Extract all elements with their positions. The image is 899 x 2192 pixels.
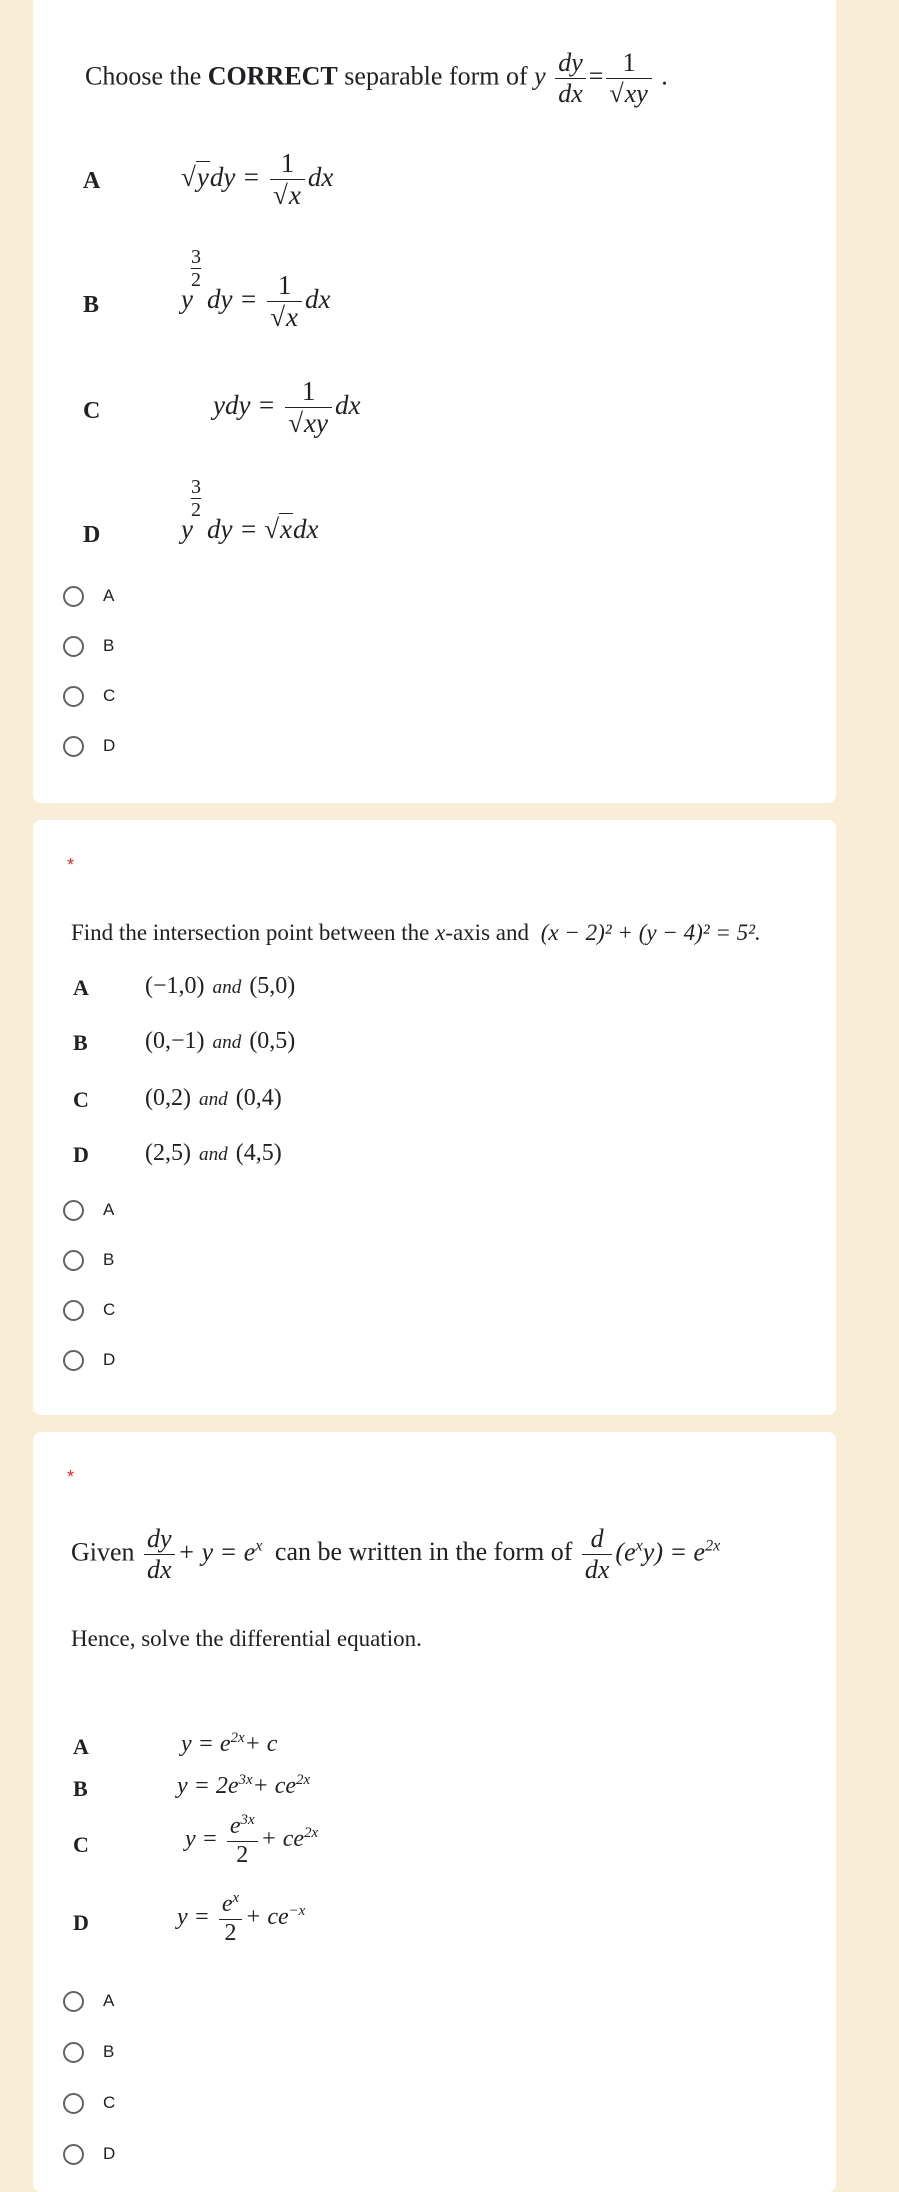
form-inner-exponent: x (635, 1537, 643, 1555)
option-a-text: y = e (181, 1731, 231, 1757)
form-inner-end: y) = e (642, 1537, 706, 1567)
option-letter-d: D (73, 1142, 89, 1167)
question-card-1 (33, 0, 836, 803)
option-b-text: dy = (206, 283, 258, 314)
question-text-mid: can be written in the form of (274, 1537, 573, 1567)
point-2: (4,5) (235, 1140, 282, 1166)
required-asterisk: * (67, 855, 75, 875)
question-text: Given (71, 1537, 135, 1567)
question-line-2: Hence, solve the differential equation. (71, 1626, 422, 1651)
option-letter-a: A (73, 975, 89, 1000)
choice-a[interactable] (63, 579, 114, 613)
fraction-numerator: 1 (285, 376, 332, 408)
radio-button[interactable] (63, 2042, 84, 2063)
equation-lhs: y (534, 61, 546, 91)
fraction-denominator: xy (624, 78, 648, 108)
option-letter-d: D (83, 522, 101, 548)
radio-button[interactable] (63, 736, 84, 757)
form-fraction (582, 1524, 613, 1585)
radio-button[interactable] (63, 1350, 84, 1371)
option-a-tail: + c (244, 1731, 278, 1757)
question-title (71, 1524, 720, 1585)
option-d-tail: + ce (245, 1904, 289, 1931)
option-letter-c: C (73, 1087, 89, 1112)
choice-b[interactable] (63, 629, 114, 663)
option-c-fraction (227, 1812, 258, 1869)
option-b-exp: 3x (238, 1772, 253, 1788)
exponent-denominator: 2 (191, 499, 201, 521)
choice-label[interactable]: B (103, 1250, 115, 1269)
radio-button[interactable] (63, 1991, 84, 2012)
question-equation: (x − 2)² + (y − 4)² = 5². (540, 920, 761, 945)
fraction-denominator: x (288, 180, 301, 211)
option-d-math (177, 1890, 305, 1947)
option-d-exp2: −x (288, 1903, 306, 1920)
option-a-math (181, 1730, 277, 1758)
option-letter-b: B (83, 292, 100, 318)
equals-sign: = (588, 61, 604, 91)
question-card-3 (33, 1432, 836, 2192)
radio-button[interactable] (63, 2093, 84, 2114)
option-c-tail: dx (334, 389, 361, 420)
base-variable: y (181, 283, 193, 314)
option-c-fraction: $\frac{1}{√xy}$ (285, 376, 332, 439)
exponent-numerator: 3 (191, 476, 201, 498)
option-b-tail: dx (305, 283, 331, 314)
fraction-numerator: d (582, 1524, 613, 1555)
option-b-math (145, 1028, 295, 1055)
radio-button[interactable] (63, 586, 84, 607)
fraction-numerator: e (229, 1813, 241, 1839)
prompt-fraction (144, 1524, 175, 1585)
choice-b[interactable] (63, 1243, 114, 1277)
point-2: (5,0) (249, 973, 296, 999)
question-text: Find the intersection point between the (71, 920, 430, 945)
option-d-fraction (219, 1890, 242, 1947)
option-d-math: y $\frac{3}{2}$ dy = √xdx (181, 476, 319, 544)
form-inner: (e (615, 1537, 636, 1567)
fraction-numerator: e (221, 1891, 233, 1917)
option-a-exp: 2x (230, 1730, 245, 1746)
and-text: and (198, 1144, 228, 1165)
numerator-exp: x (232, 1890, 240, 1906)
option-letter-c: C (73, 1832, 89, 1857)
radio-button[interactable] (63, 1300, 84, 1321)
option-c-math (145, 1085, 282, 1112)
required-asterisk: * (67, 1467, 75, 1487)
question-period: . (661, 61, 668, 91)
radio-button[interactable] (63, 636, 84, 657)
fraction-numerator: 1 (267, 270, 302, 302)
option-a-math (145, 973, 295, 1000)
option-b-math (181, 245, 331, 333)
option-c-exp2: 2x (304, 1825, 319, 1842)
question-text-rest: separable form of (344, 61, 528, 91)
radicand: y (196, 161, 209, 192)
option-d-math (145, 1140, 282, 1167)
question-text-rest: -axis and (445, 920, 529, 945)
radio-button[interactable] (63, 2144, 84, 2165)
choice-label[interactable]: C (103, 686, 116, 705)
point-1: (2,5) (145, 1140, 191, 1166)
choice-label[interactable]: D (103, 2144, 116, 2163)
option-letter-a: A (73, 1734, 89, 1759)
choice-label[interactable]: A (103, 1991, 115, 2010)
choice-label[interactable]: B (103, 636, 115, 655)
base-variable: y (181, 514, 193, 544)
choice-d[interactable] (63, 2137, 115, 2171)
choice-label[interactable]: A (103, 586, 115, 605)
form-exponent: 2x (705, 1537, 721, 1555)
point-1: (−1,0) (145, 973, 205, 999)
option-c-math (185, 1812, 318, 1869)
option-letter-b: B (73, 1776, 88, 1801)
choice-c[interactable] (63, 2086, 115, 2120)
fraction-numerator: 1 (270, 148, 305, 180)
option-b-math (177, 1772, 310, 1800)
question-title (71, 920, 761, 946)
option-letter-a: A (83, 168, 101, 194)
fraction-numerator: dy (144, 1524, 175, 1555)
choice-label[interactable]: D (103, 736, 116, 755)
choice-label[interactable]: C (103, 2093, 116, 2112)
question-variable: x (435, 920, 446, 945)
and-text: and (212, 1032, 242, 1053)
exponent-numerator: 3 (191, 245, 201, 268)
option-a-text: dy = (209, 161, 261, 192)
exponent-denominator: 2 (191, 268, 201, 291)
choice-label[interactable]: B (103, 2042, 115, 2061)
prompt-equation: + y = e (177, 1537, 256, 1567)
radio-button[interactable] (63, 686, 84, 707)
prompt-exponent: x (255, 1537, 263, 1555)
option-c-text: ydy = (213, 389, 276, 420)
option-c-math (213, 376, 360, 439)
point-1: (0,−1) (145, 1028, 205, 1054)
option-letter-c: C (83, 398, 101, 424)
choice-d[interactable] (63, 1343, 115, 1377)
option-a-math: √ydy = $\frac{1}{√x}$ dx (181, 148, 334, 211)
choice-label[interactable]: D (103, 1350, 116, 1369)
fraction-denominator: dx (558, 78, 583, 108)
fraction-denominator: xy (304, 408, 328, 439)
option-c-text: y = (185, 1826, 218, 1853)
point-1: (0,2) (145, 1085, 191, 1111)
choice-label[interactable]: A (103, 1200, 115, 1219)
option-b-tail: + ce (252, 1773, 297, 1799)
fraction-denominator: dx (584, 1554, 610, 1584)
option-b-text: y = 2e (177, 1773, 239, 1799)
radio-button[interactable] (63, 1250, 84, 1271)
point-2: (0,4) (235, 1085, 282, 1111)
choice-a[interactable] (63, 1984, 114, 2018)
radio-button[interactable] (63, 1200, 84, 1221)
question-bold-text: CORRECT (207, 61, 338, 91)
fraction-denominator: dx (147, 1554, 172, 1584)
choice-b[interactable] (63, 2035, 114, 2069)
equation-fraction (555, 48, 586, 109)
option-d-text: dy = (206, 514, 258, 544)
question-card-2 (33, 820, 836, 1415)
option-letter-b: B (73, 1030, 88, 1055)
fraction-numerator: dy (555, 48, 586, 79)
option-d-text: y = (177, 1904, 210, 1931)
option-c-tail: + ce (260, 1826, 305, 1853)
radicand: x (280, 514, 293, 544)
option-b-exp2: 2x (296, 1772, 311, 1788)
option-letter-d: D (73, 1910, 89, 1935)
and-text: and (198, 1089, 228, 1110)
fraction-denominator: 2 (224, 1919, 237, 1946)
numerator-exp: 3x (240, 1812, 255, 1828)
question-text: Choose the (85, 61, 202, 91)
choice-label[interactable]: C (103, 1300, 116, 1319)
point-2: (0,5) (249, 1028, 296, 1054)
choice-c[interactable] (63, 1293, 115, 1327)
choice-a[interactable] (63, 1193, 114, 1227)
option-a-fraction: $\frac{1}{√x}$ (270, 148, 305, 211)
fraction-numerator: 1 (606, 48, 651, 79)
option-b-fraction: $\frac{1}{√x}$ (267, 270, 302, 333)
question-title (85, 48, 668, 109)
and-text: and (212, 977, 242, 998)
fraction-denominator: 2 (236, 1841, 249, 1868)
option-a-tail: dx (307, 161, 334, 192)
choice-c[interactable] (63, 679, 115, 713)
fraction-denominator: x (286, 302, 299, 333)
equation-fraction-2: $\frac{1}{√xy}$ (606, 48, 651, 109)
choice-d[interactable] (63, 729, 115, 763)
option-d-tail: dx (293, 514, 319, 544)
